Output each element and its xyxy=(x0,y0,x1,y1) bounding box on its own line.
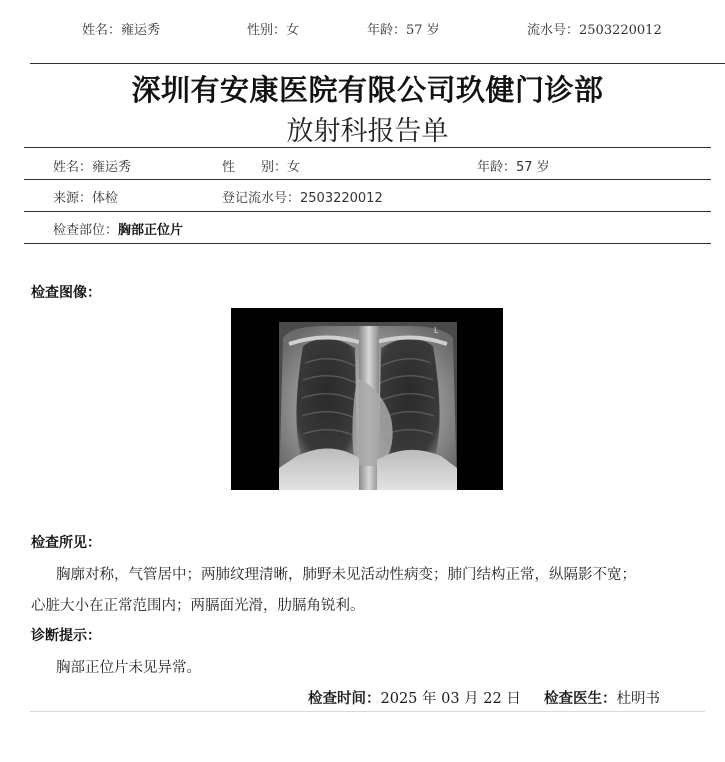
info-serial-value: 2503220012 xyxy=(300,191,383,206)
exam-time xyxy=(308,687,521,708)
footer-divider xyxy=(30,711,705,712)
exam-doctor-label: 检查医生： xyxy=(544,691,617,707)
info-table-bottom-border xyxy=(24,243,711,244)
findings-text-line-1: 胸廓对称，气管居中；两肺纹理清晰，肺野未见活动性病变；肺门结构正常，纵隔影不宽； xyxy=(56,567,636,583)
hospital-title: 深圳有安康医院有限公司玖健门诊部 xyxy=(131,73,604,107)
info-patient-gender xyxy=(222,156,300,175)
header-serial-number: 流水号：2503220012 xyxy=(527,23,662,38)
header-divider xyxy=(30,63,725,64)
exam-doctor-value: 杜明书 xyxy=(616,691,660,707)
image-section-heading: 检查图像： xyxy=(31,285,101,301)
info-row-divider xyxy=(24,211,711,212)
info-gender-label: 性 别： xyxy=(222,160,288,175)
info-exam-part xyxy=(53,219,183,238)
header-patient-name: 姓名：雍运秀 xyxy=(82,23,161,38)
info-source: 来源：体检 xyxy=(53,191,119,206)
info-gender-value: 女 xyxy=(287,160,301,175)
info-table-top-border xyxy=(24,147,711,148)
diagnosis-text: 胸部正位片未见异常。 xyxy=(56,660,201,676)
header-patient-age: 年龄：57 岁 xyxy=(367,23,440,38)
info-part-value: 胸部正位片 xyxy=(118,223,184,238)
diagnosis-heading: 诊断提示： xyxy=(31,628,101,644)
exam-time-label: 检查时间： xyxy=(308,691,381,707)
info-patient-name: 姓名：雍运秀 xyxy=(53,160,132,175)
xray-side-marker: L xyxy=(434,326,439,335)
info-part-label: 检查部位： xyxy=(53,223,119,238)
header-patient-gender: 性别：女 xyxy=(247,23,300,38)
info-serial-label: 登记流水号： xyxy=(222,191,301,206)
info-row-divider xyxy=(24,179,711,180)
report-title: 放射科报告单 xyxy=(286,116,449,147)
exam-time-value: 2025 年 03 月 22 日 xyxy=(380,691,521,707)
exam-doctor xyxy=(544,687,660,708)
chest-xray-graphic xyxy=(231,308,503,490)
findings-text-line-2: 心脏大小在正常范围内；两膈面光滑，肋膈角锐利。 xyxy=(31,598,365,614)
chest-xray-image xyxy=(231,308,503,490)
findings-heading: 检查所见： xyxy=(31,535,101,551)
info-patient-age: 年龄：57 岁 xyxy=(477,160,550,175)
info-registration-serial xyxy=(222,187,383,206)
